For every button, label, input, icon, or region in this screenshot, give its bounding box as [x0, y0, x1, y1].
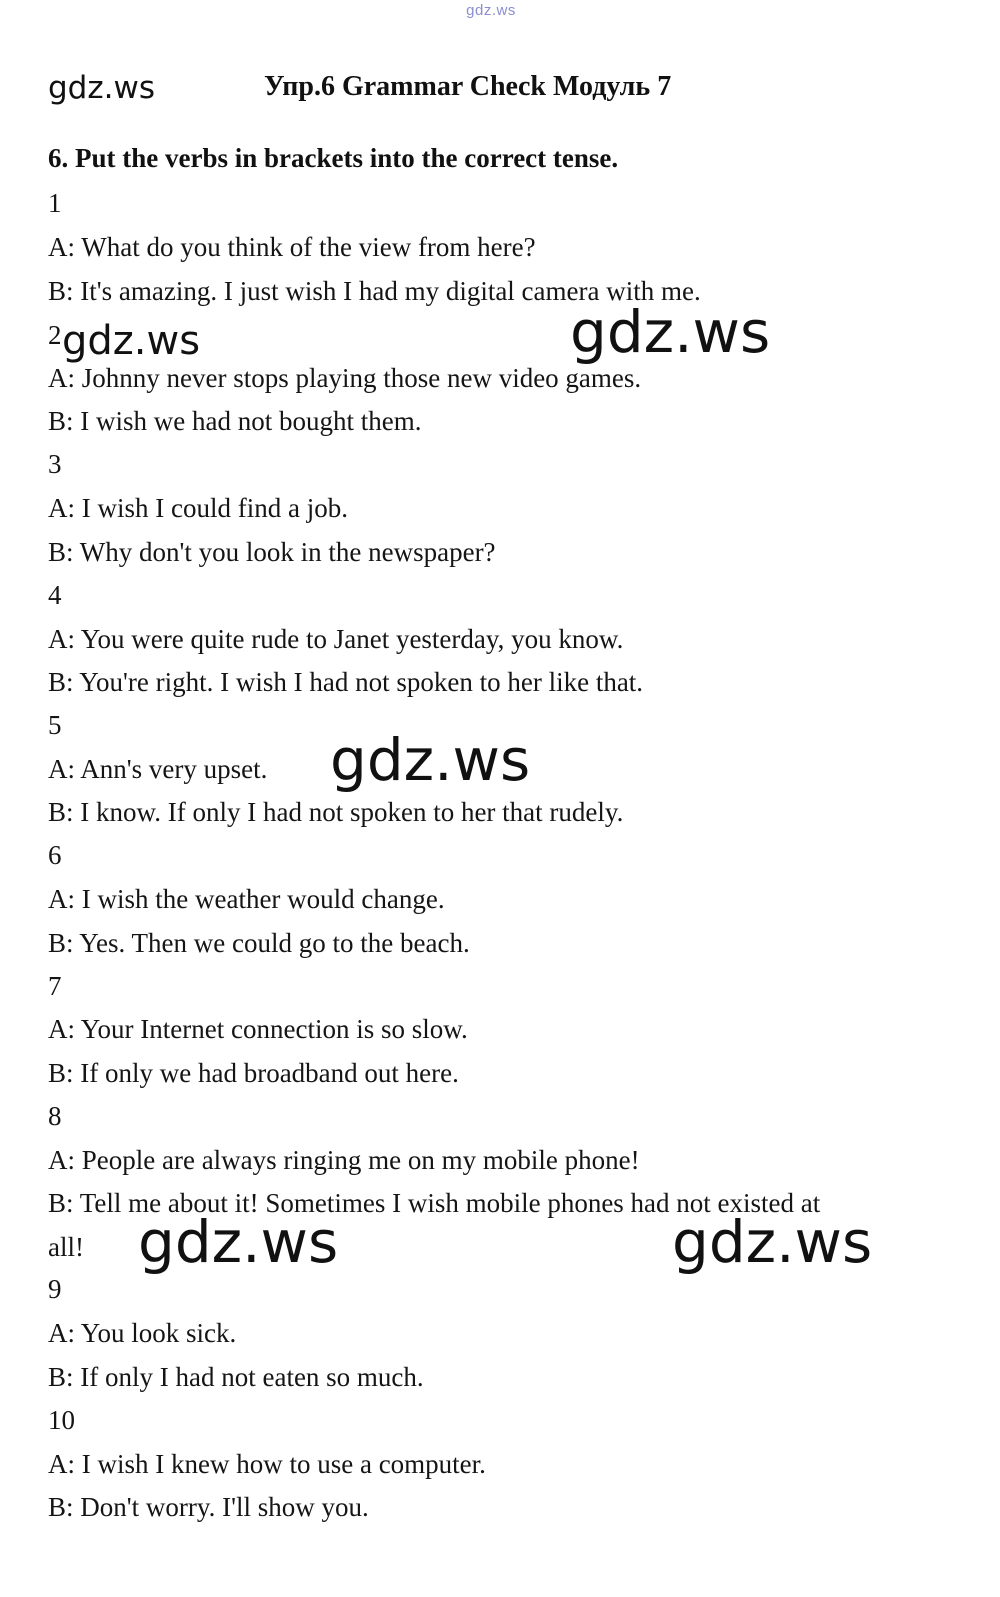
- exercise-heading: 6. Put the verbs in brackets into the correct tense.: [48, 143, 619, 173]
- item-number: 2: [48, 320, 62, 350]
- top-watermark: gdz.ws: [466, 2, 516, 19]
- dialogue-line-a: A: Your Internet connection is so slow.: [48, 1014, 468, 1044]
- watermark: gdz.ws: [672, 1208, 873, 1276]
- dialogue-line-b: B: If only I had not eaten so much.: [48, 1362, 424, 1392]
- watermark: gdz.ws: [62, 318, 201, 364]
- dialogue-line-b: B: Yes. Then we could go to the beach.: [48, 928, 470, 958]
- dialogue-line-b: B: You're right. I wish I had not spoken to her like that.: [48, 667, 644, 697]
- brand-logo: gdz.ws: [48, 70, 155, 106]
- dialogue-line-a: A: Ann's very upset.: [48, 754, 268, 784]
- item-number: 9: [48, 1274, 62, 1304]
- item-number: 4: [48, 580, 62, 610]
- dialogue-line-a: A: You look sick.: [48, 1318, 237, 1348]
- watermark: gdz.ws: [570, 298, 771, 366]
- watermark: gdz.ws: [330, 726, 531, 794]
- dialogue-line-b: B: Don't worry. I'll show you.: [48, 1492, 369, 1522]
- item-number: 3: [48, 449, 62, 479]
- page-title: Упр.6 Grammar Check Модуль 7: [264, 71, 672, 102]
- dialogue-line-a: A: What do you think of the view from here?: [48, 232, 536, 262]
- dialogue-line-b-continued: all!: [48, 1232, 84, 1262]
- dialogue-line-a: A: I wish I knew how to use a computer.: [48, 1449, 486, 1479]
- dialogue-line-b: B: I know. If only I had not spoken to her that rudely.: [48, 797, 624, 827]
- item-number: 6: [48, 840, 62, 870]
- item-number: 8: [48, 1101, 62, 1131]
- dialogue-line-b: B: I wish we had not bought them.: [48, 406, 422, 436]
- dialogue-line-a: A: You were quite rude to Janet yesterday, you know.: [48, 624, 624, 654]
- dialogue-line-b: B: Tell me about it! Sometimes I wish mobile phones had not existed at: [48, 1188, 821, 1218]
- dialogue-line-a: A: Johnny never stops playing those new video games.: [48, 363, 642, 393]
- dialogue-line-b: B: It's amazing. I just wish I had my digital camera with me.: [48, 276, 701, 306]
- dialogue-line-a: A: I wish the weather would change.: [48, 884, 445, 914]
- item-number: 10: [48, 1405, 75, 1435]
- watermark: gdz.ws: [138, 1208, 339, 1276]
- item-number: 7: [48, 971, 62, 1001]
- dialogue-line-b: B: If only we had broadband out here.: [48, 1058, 459, 1088]
- dialogue-line-a: A: I wish I could find a job.: [48, 493, 348, 523]
- dialogue-line-b: B: Why don't you look in the newspaper?: [48, 537, 496, 567]
- item-number: 1: [48, 188, 62, 218]
- dialogue-line-a: A: People are always ringing me on my mobile phone!: [48, 1145, 640, 1175]
- item-number: 5: [48, 710, 62, 740]
